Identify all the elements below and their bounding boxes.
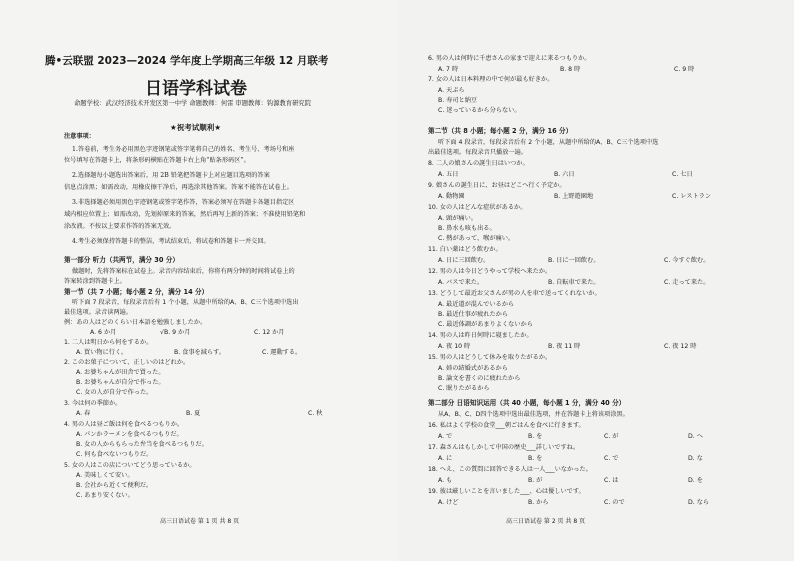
option: B. 論文を書くのに疲れたから	[438, 375, 521, 382]
option: B. が	[528, 477, 543, 484]
option: C. 何も食べないつもりだ。	[76, 451, 153, 458]
example-option: √B. 9 か月	[160, 329, 191, 336]
option: A. 美味しくて安い。	[76, 472, 134, 479]
option: C. 最近体調があまりよくないから	[438, 321, 533, 328]
option: A. 姉の結婚式があるから	[438, 365, 508, 372]
subject-title: 日语学科试卷	[145, 79, 247, 99]
option: A. 夜 10 時	[438, 343, 471, 350]
option: B. 会社から近くて便利だ。	[76, 482, 153, 489]
option: C. 9 時	[674, 66, 695, 73]
option: B. 六日	[554, 171, 575, 178]
notes-title: 注意事项：	[64, 133, 95, 140]
part1-heading: 第一部分 听力（共两节，满分 30 分）	[64, 256, 179, 264]
option: B. 自転車で来た。	[548, 279, 600, 286]
option: C. 迷っているから分らない。	[438, 107, 521, 114]
section1-heading: 第一节（共 7 小题；每小题 2 分，满分 14 分）	[64, 288, 209, 296]
section2-heading: 第二节（共 8 小题；每小题 2 分，满分 16 分）	[428, 127, 573, 135]
option: A. も	[438, 477, 453, 484]
option: B. 8 時	[560, 66, 581, 73]
option: B. 上野遊園地	[554, 193, 594, 200]
part1-desc: 做题时，先将答案标在试卷上。录音内容结束后，你将有两分钟的时间将试卷上的	[72, 268, 295, 275]
section2-desc: 听下面 4 段录音，每段录音后有 2 个小题，从题中所给的A、B、C三个选项中选	[438, 139, 659, 146]
option: A. 天ぷら	[438, 87, 465, 94]
option: A. 買い物に行く。	[76, 349, 128, 356]
option: C. は	[604, 477, 619, 484]
option: B. 鼻水も咳も出る。	[438, 225, 496, 232]
question-9: 9. 娘さんの誕生日に、お昼はどこへ行く予定か。	[428, 182, 566, 189]
example-question: 例：あの人はどのくらい日本語を勉強しましたか。	[64, 319, 207, 326]
note-line: 域内相应位置上；如需改动，先划掉原来的答案，然后再写上新的答案；不准使用铅笔和	[64, 211, 306, 218]
question-15: 15. 男の人はどうして休みを取りたがるか。	[428, 354, 552, 361]
option: A. に	[438, 455, 453, 462]
good-luck-line: ★祝考试顺利★	[170, 123, 221, 132]
option: A. 春	[76, 410, 91, 417]
option: A. 動物園	[438, 193, 465, 200]
option: A. で	[438, 433, 453, 440]
option: C. が	[604, 433, 619, 440]
option: C. 走って来た。	[664, 279, 710, 286]
option: C. 眠りたがるから	[438, 385, 490, 392]
question-12: 12. 男の人は今日どうやって学校へ来たか。	[428, 268, 552, 275]
option: A. 7 時	[438, 66, 459, 73]
question-13: 13. どうして最近お父さんが男の人を車で送ってくれないか。	[428, 290, 601, 297]
part2-heading: 第二部分 日语知识运用（共 40 小题，每小题 1 分，满分 40 分）	[428, 399, 626, 407]
example-option: A. 6 か月	[90, 329, 117, 336]
option: B. 食事を減らす。	[174, 349, 225, 356]
question-8: 8. 二人の娘さんの誕生日はいつか。	[428, 160, 529, 167]
exam-credits: 命题学校：武汉经济技术开发区第一中学 命题教师：何雷 审题教师：钩源教育研究院	[74, 100, 311, 107]
question-14: 14. 男の人は昨日何時に寝ましたか。	[428, 332, 533, 339]
option: B. お婆ちゃんが自分で作った。	[76, 379, 165, 386]
note-line: 4.考生必须保持答题卡的整洁，考试结束后，将试卷和答题卡一并交回。	[72, 238, 270, 245]
option: B. 日に一回飲む。	[548, 257, 600, 264]
section1-desc: 最佳选项。录音读两遍。	[64, 309, 133, 316]
option: B. 最近仕事が疲れたから	[438, 311, 509, 318]
exam-page-2	[398, 0, 794, 561]
question-2: 2. このお菓子について、正しいのはどれか。	[64, 359, 190, 366]
note-line: 3.非选择题必须用黑色字迹钢笔或签字笔作答，答案必须写在答题卡各题目指定区	[72, 199, 295, 206]
option: A. 最近道が混んでいるから	[438, 301, 515, 308]
question-11: 11. 白い薬はどう飲むか。	[428, 246, 502, 253]
section2-desc: 出最佳选项。每段录音只播放一遍。	[428, 149, 527, 156]
option: C. で	[604, 455, 619, 462]
option: B. 女の人からもらった弁当を食べるつもりだ。	[76, 441, 208, 448]
option: D. を	[688, 477, 703, 484]
option: C. 秋	[308, 410, 323, 417]
example-option: C. 12 か月	[254, 329, 285, 336]
option: C. 運動する。	[262, 349, 302, 356]
option: C. 夜 12 時	[664, 343, 697, 350]
option: A. 五日	[438, 171, 459, 178]
question-16: 16. 私はよく学校の食堂___朝ごはんを食べに行きます。	[428, 422, 585, 429]
part2-desc: 从A、B、C、D四个选项中选出最佳选项，并在答题卡上将该项涂黑。	[438, 411, 629, 418]
option: B. 寿司と納豆	[438, 97, 478, 104]
question-19: 19. 彼は厳しいことを言いました___、心は優しいです。	[428, 488, 585, 495]
option: D. なら	[688, 499, 710, 506]
option: A. お婆ちゃんが田舎で買った。	[76, 369, 165, 376]
question-1: 1. 二人は明日から何をするか。	[64, 339, 153, 346]
option: A. バスで来た。	[438, 279, 484, 286]
question-7: 7. 女の人は日本料理の中で何が最も好きか。	[428, 76, 554, 83]
question-17: 17. 森さんはもしかして中国の歴史___詳しいですね。	[428, 444, 580, 451]
option: B. を	[528, 433, 543, 440]
option: A. パンかラーメンを食べるつもりだ。	[76, 431, 183, 438]
question-3: 3. 今は何の季節か。	[64, 400, 122, 407]
question-6: 6. 男の人は何時に千恵さんの家まで迎えに来るつもりか。	[428, 55, 591, 62]
question-4: 4. 男の人は昼ご飯は何を食べるつもりか。	[64, 421, 184, 428]
note-line: 位号填写在答题卡上，将条形码横贴在答题卡右上角“贴条形码区”。	[64, 157, 250, 164]
note-line: 1.答卷前，考生务必用黑色字迹钢笔或签字笔将自己的姓名、考生号、考场号和座	[72, 146, 295, 153]
option: A. 日に三回飲む。	[438, 257, 490, 264]
question-10: 10. 女の人はどんな症状があるか。	[428, 204, 527, 211]
question-18: 18. へえ、この質問に回答できる人は一人___いなかった。	[428, 466, 592, 473]
exam-title: 腾•云联盟 2023—2024 学年度上学期高三年级 12 月联考	[45, 55, 329, 67]
part1-desc: 答案转涂到答题卡上。	[64, 278, 126, 285]
option: C. レストラン	[672, 193, 712, 200]
note-line: 涂改液。不按以上要求作答的答案无效。	[64, 223, 176, 230]
option: C. ので	[604, 499, 625, 506]
option: B. 夏	[186, 410, 201, 417]
option: C. あまり安くない。	[76, 492, 134, 499]
note-line: 信息点涂黑；如需改动，用橡皮擦干净后，再选涂其他答案。答案不能答在试卷上。	[64, 184, 293, 191]
option: A. けど	[438, 499, 459, 506]
option: B. 夜 11 時	[548, 343, 581, 350]
option: A. 頭が痛い。	[438, 215, 477, 222]
option: C. 女の人が自分で作った。	[76, 389, 153, 396]
page-footer: 高三日语试卷 第 1 页 共 8 页	[160, 518, 240, 525]
option: C. 今すぐ飲む。	[664, 257, 710, 264]
option: B. を	[528, 455, 543, 462]
note-line: 2.选择题每小题选出答案后，用 2B 铅笔把答题卡上对应题目选项的答案	[72, 172, 270, 179]
option: D. へ	[688, 433, 703, 440]
section1-desc: 听下面 7 段录音，每段录音后有 1 个小题，从题中所给的A、B、C三个选项中选出	[72, 299, 299, 306]
option: C. 七日	[672, 171, 693, 178]
option: D. な	[688, 455, 703, 462]
question-5: 5. 女の人はこの店についてどう思っているか。	[64, 462, 196, 469]
option: C. 熱があって、喉が痛い。	[438, 235, 515, 242]
option: B. から	[528, 499, 549, 506]
page-footer: 高三日语试卷 第 2 页 共 8 页	[506, 518, 586, 525]
